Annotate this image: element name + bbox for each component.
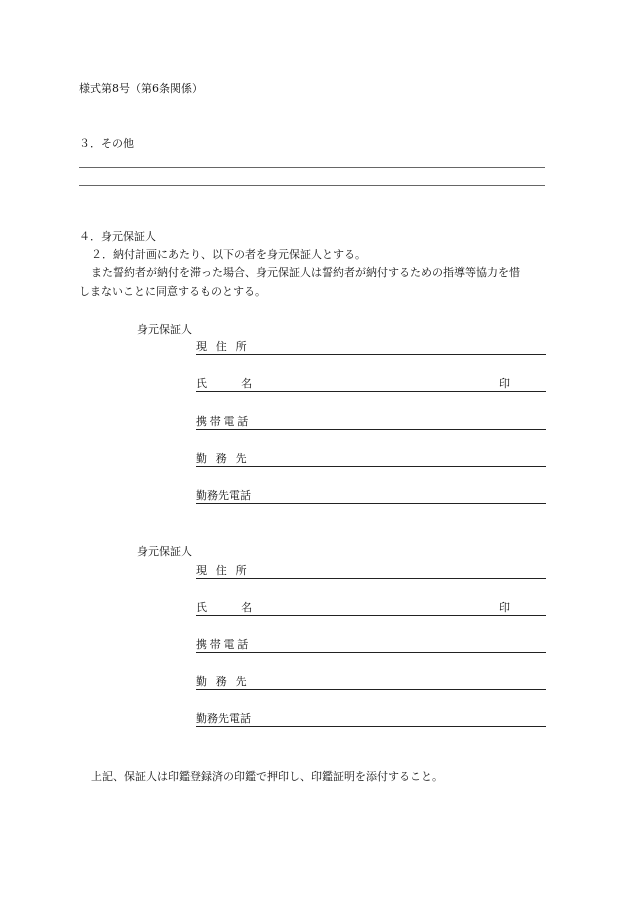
guarantor-2-work-phone-field[interactable] bbox=[196, 712, 546, 727]
guarantor-1-work-phone-field[interactable] bbox=[196, 489, 546, 504]
section-3-heading: ３．その他 bbox=[79, 137, 134, 150]
workplace-label: 勤務先 bbox=[196, 452, 256, 465]
workplace-label: 勤務先 bbox=[196, 675, 256, 688]
name-label: 氏名 bbox=[196, 377, 287, 390]
guarantor-2-mobile-field[interactable] bbox=[196, 638, 546, 653]
footer-note: 上記、保証人は印鑑登録済の印鑑で押印し、印鑑証明を添付すること。 bbox=[91, 770, 443, 783]
work-phone-label: 勤務先電話 bbox=[196, 712, 251, 725]
section-4-line-2: また誓約者が納付を滞った場合、身元保証人は誓約者が納付するための指導等協力を惜 bbox=[91, 266, 520, 279]
guarantor-2-name-field[interactable] bbox=[196, 601, 546, 616]
guarantor-1-name-field[interactable] bbox=[196, 377, 546, 392]
section-4-line-3: しまないことに同意するものとする。 bbox=[79, 285, 266, 298]
mobile-label: 携帯電話 bbox=[196, 638, 251, 651]
section-3-rule-1 bbox=[79, 167, 545, 168]
address-label: 現住所 bbox=[196, 564, 256, 577]
guarantor-1-mobile-field[interactable] bbox=[196, 415, 546, 430]
guarantor-1-heading: 身元保証人 bbox=[137, 323, 192, 336]
guarantor-1-address-field[interactable] bbox=[196, 340, 546, 355]
guarantor-2-address-field[interactable] bbox=[196, 564, 546, 579]
guarantor-2-workplace-field[interactable] bbox=[196, 675, 546, 690]
work-phone-label: 勤務先電話 bbox=[196, 489, 251, 502]
section-4-heading: ４．身元保証人 bbox=[79, 230, 156, 243]
address-label: 現住所 bbox=[196, 340, 256, 353]
form-title: 様式第8号（第6条関係） bbox=[79, 82, 203, 95]
name-label: 氏名 bbox=[196, 601, 287, 614]
guarantor-2-heading: 身元保証人 bbox=[137, 545, 192, 558]
mobile-label: 携帯電話 bbox=[196, 415, 251, 428]
seal-mark: 印 bbox=[499, 601, 510, 614]
seal-mark: 印 bbox=[499, 377, 510, 390]
section-3-rule-2 bbox=[79, 185, 545, 186]
guarantor-1-workplace-field[interactable] bbox=[196, 452, 546, 467]
section-4-line-1: ２．納付計画にあたり、以下の者を身元保証人とする。 bbox=[91, 248, 366, 261]
